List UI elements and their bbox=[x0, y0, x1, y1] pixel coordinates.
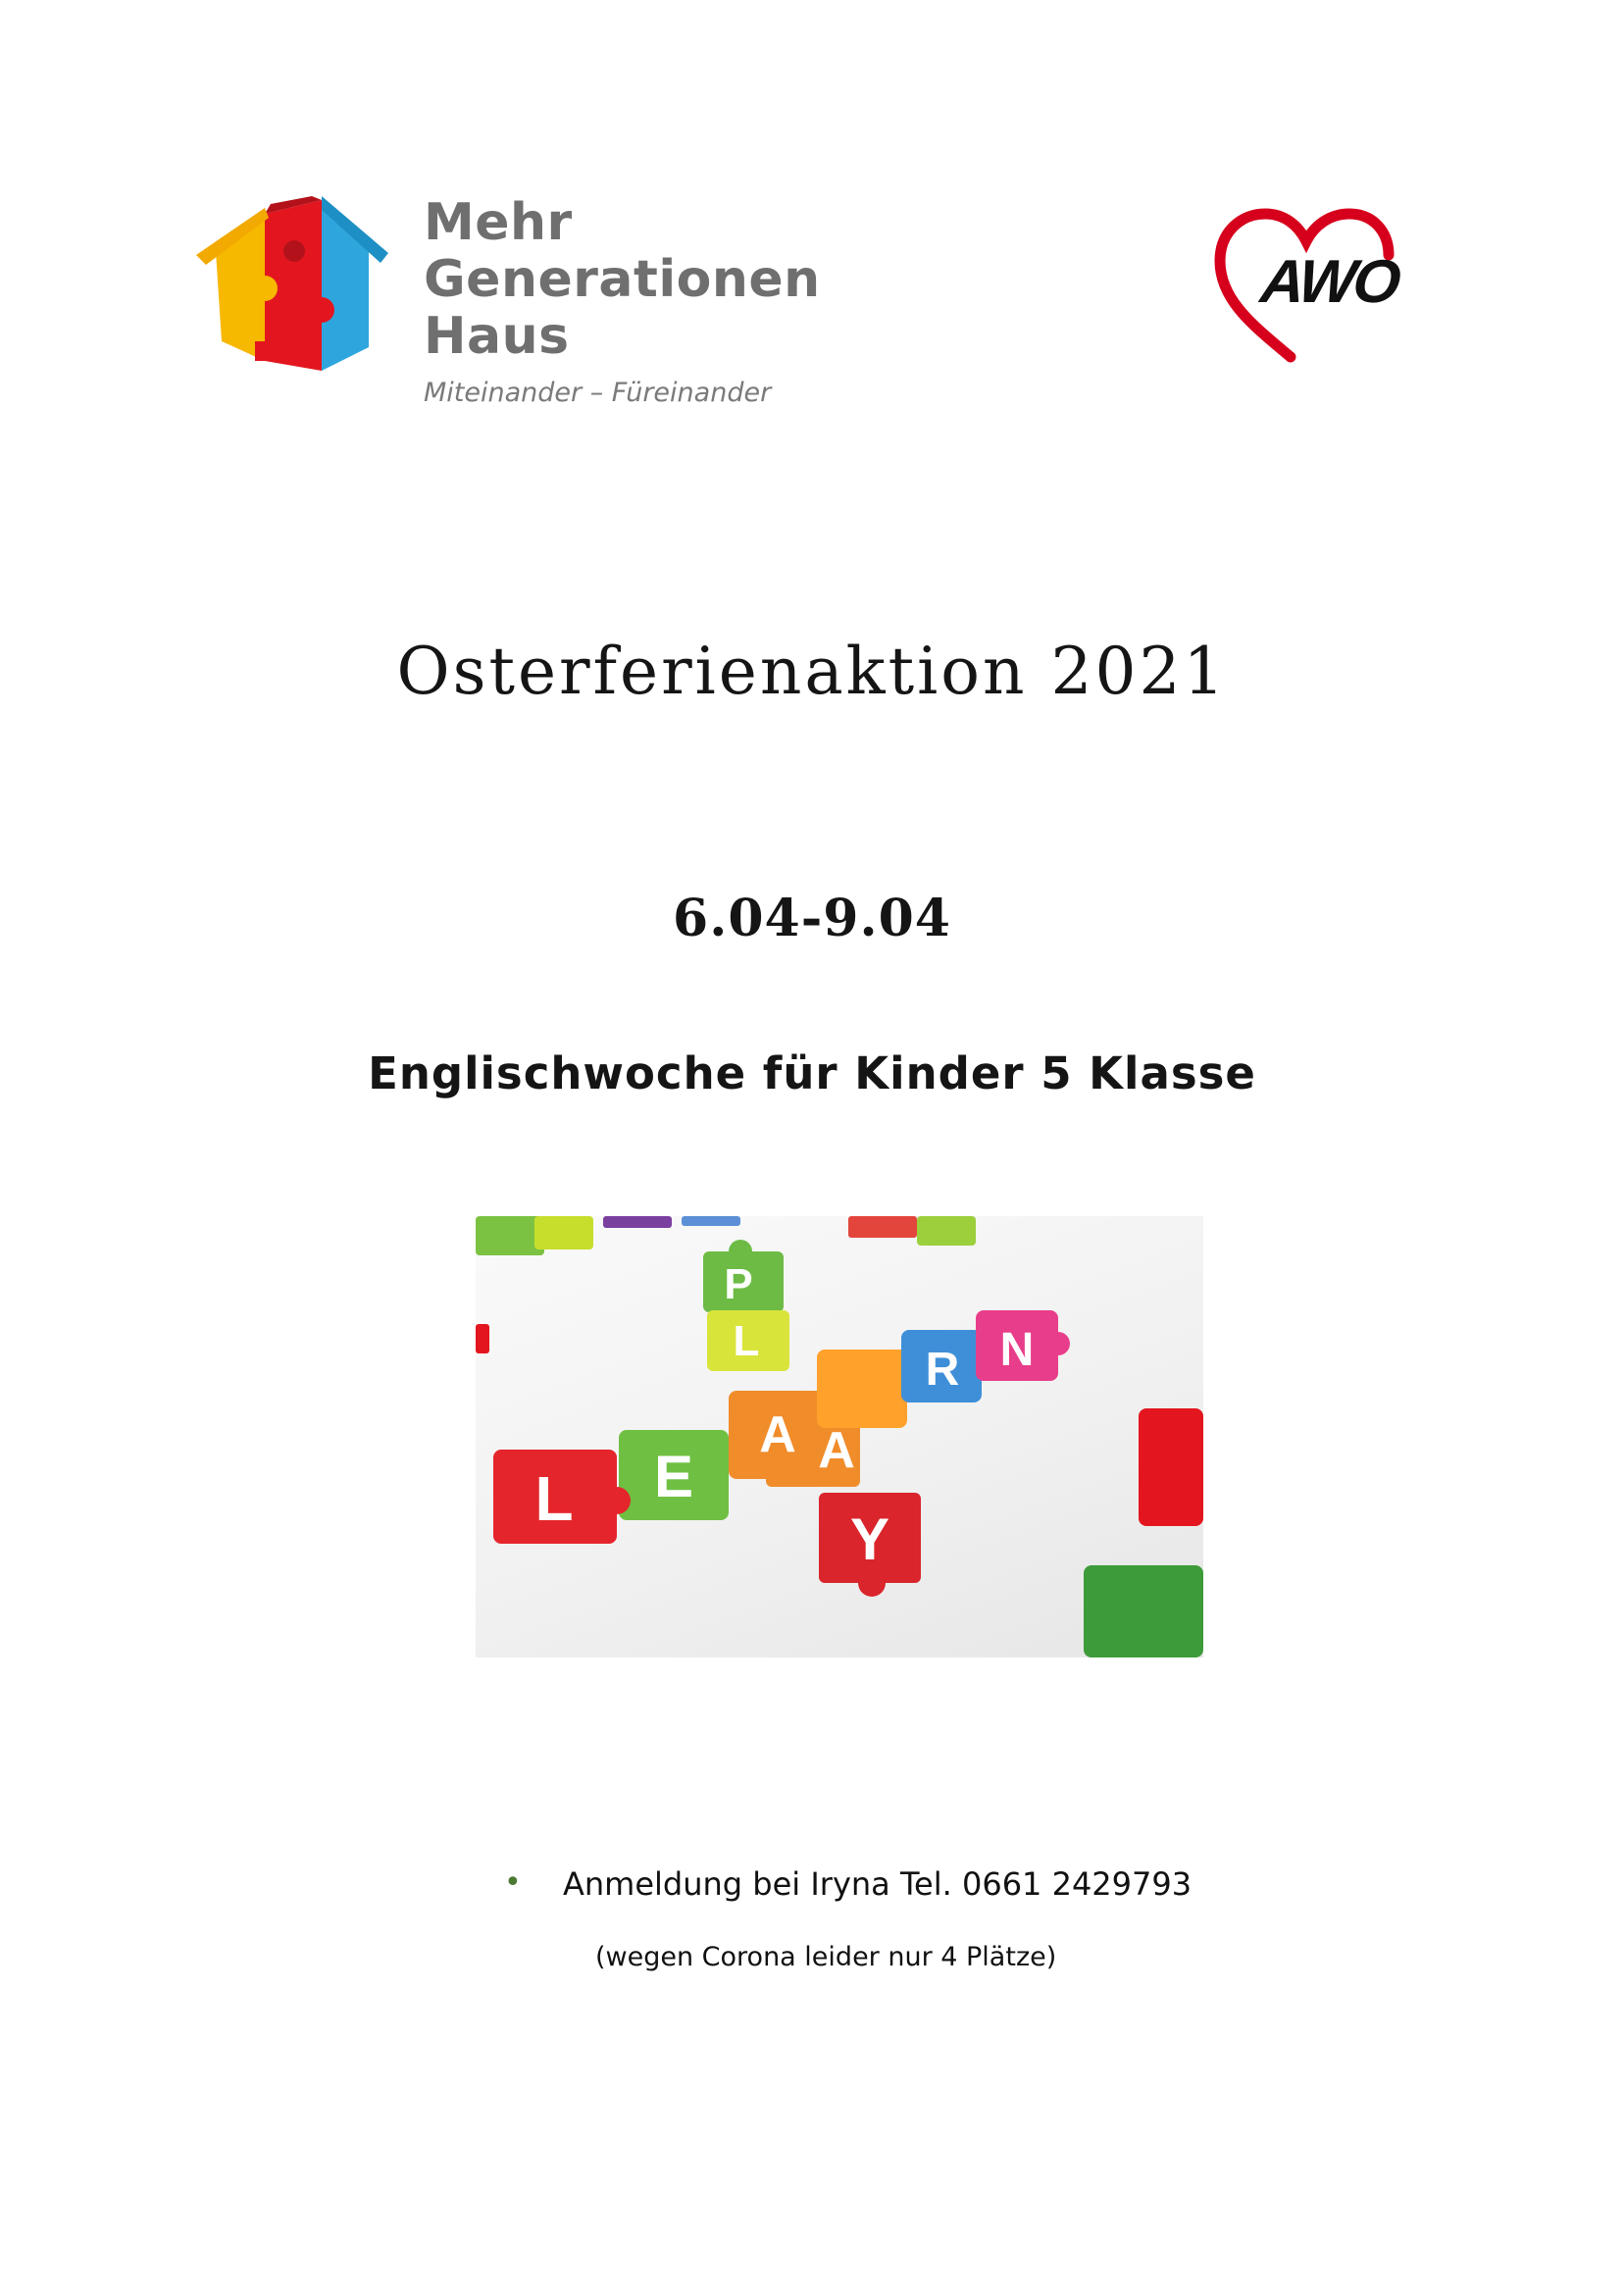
bullet-icon: • bbox=[504, 1865, 522, 1900]
page-title: Osterferienaktion 2021 bbox=[396, 634, 1228, 709]
registration-note: (wegen Corona leider nur 4 Plätze) bbox=[595, 1942, 1057, 1972]
event-dates: 6.04-9.04 bbox=[673, 889, 951, 948]
awo-wordmark: AWO bbox=[1257, 248, 1401, 316]
event-subtitle: Englischwoche für Kinder 5 Klasse bbox=[368, 1047, 1256, 1099]
logo-line-mehr: Mehr bbox=[424, 193, 573, 252]
awo-logo bbox=[1214, 206, 1400, 363]
letter-e: E bbox=[653, 1444, 694, 1509]
logo-line-generationen: Generationen bbox=[424, 250, 821, 309]
logo-tagline: Miteinander – Füreinander bbox=[424, 378, 772, 408]
registration-text: Anmeldung bei Iryna Tel. 0661 2429793 bbox=[563, 1865, 1193, 1903]
letter-r: R bbox=[925, 1344, 960, 1396]
letter-p: P bbox=[724, 1260, 753, 1308]
logo-line-haus: Haus bbox=[424, 307, 570, 366]
mgh-logo bbox=[196, 193, 821, 408]
letter-a-1: A bbox=[818, 1422, 855, 1479]
letter-a-2: A bbox=[759, 1406, 796, 1463]
letter-y: Y bbox=[849, 1506, 890, 1572]
letter-l-2: L bbox=[534, 1463, 574, 1534]
letter-l: L bbox=[733, 1317, 760, 1365]
letter-n: N bbox=[999, 1324, 1035, 1376]
puzzle-house-icon bbox=[196, 194, 388, 381]
play-learn-puzzle-image bbox=[476, 1216, 1203, 1657]
mgh-wordmark bbox=[424, 194, 821, 410]
